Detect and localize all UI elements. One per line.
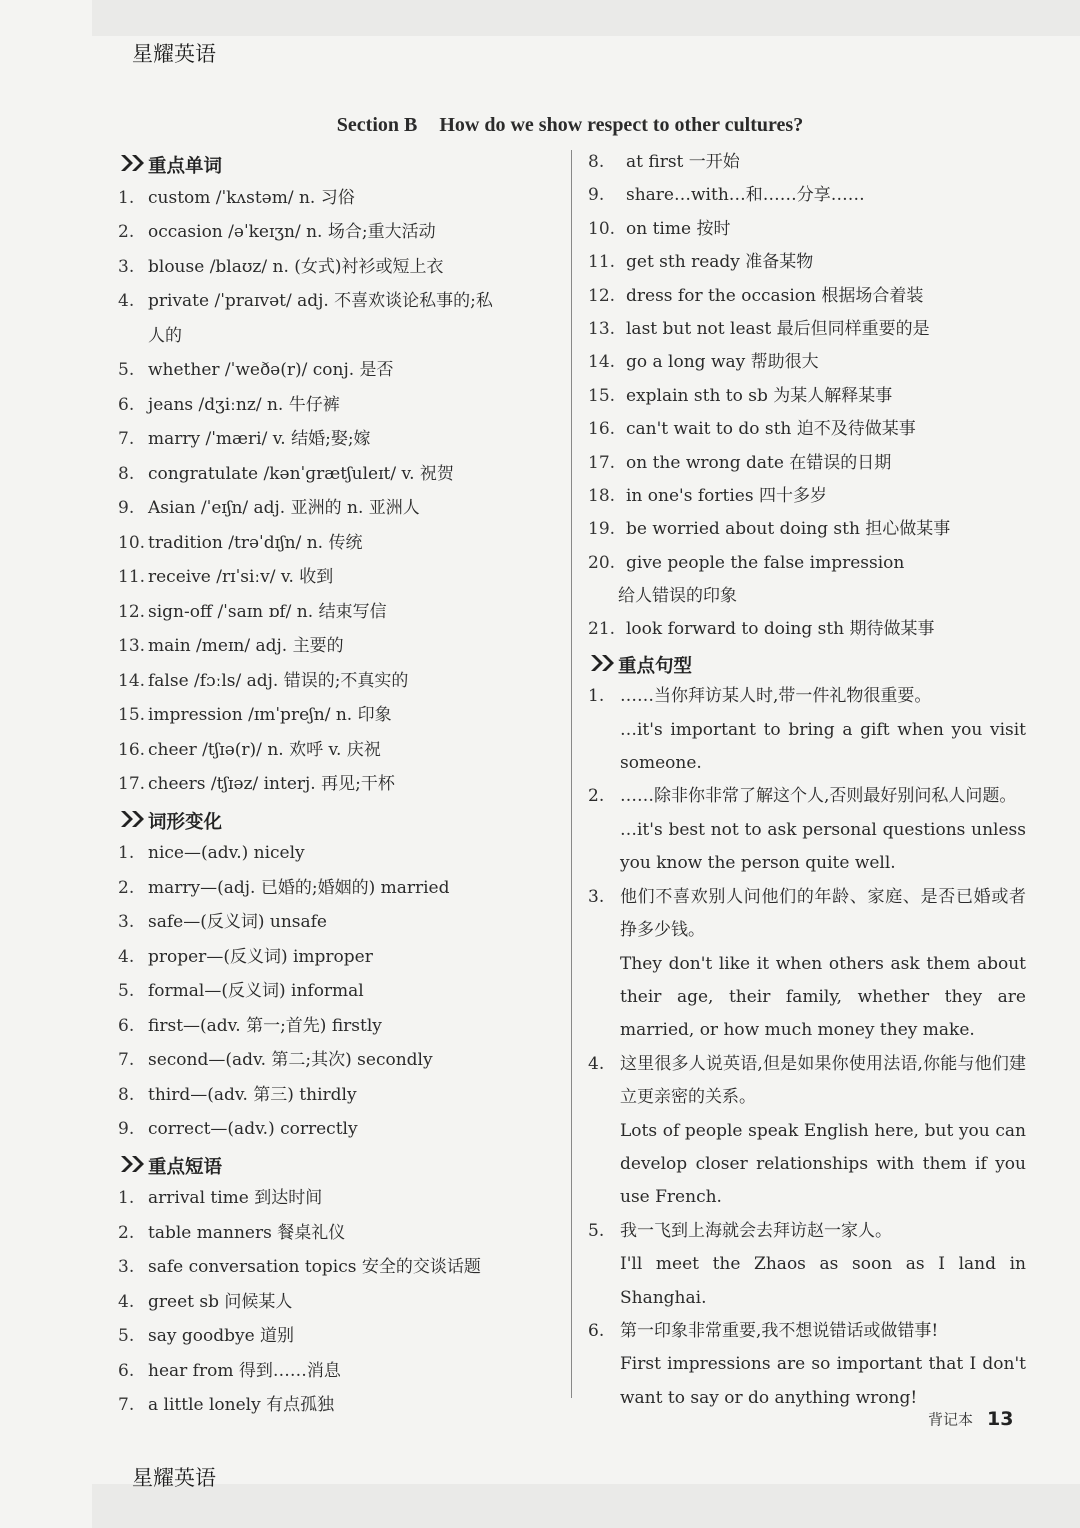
phrase-item xyxy=(118,1250,558,1285)
item-text: private /ˈpraɪvət/ adj. 不喜欢谈论私事的;私 xyxy=(148,291,493,311)
item-number: 7. xyxy=(118,429,135,449)
word-item xyxy=(118,767,558,802)
left-column xyxy=(118,146,558,1423)
item-text: custom /ˈkʌstəm/ n. 习俗 xyxy=(148,187,355,208)
item-number: 14. xyxy=(588,352,616,373)
word-item xyxy=(118,491,558,526)
item-text: receive /rɪˈsiːv/ v. 收到 xyxy=(148,567,334,587)
item-number: 8. xyxy=(118,463,135,484)
top-scan-band xyxy=(92,0,1080,36)
item-number: 7. xyxy=(118,1395,135,1415)
item-text: on time 按时 xyxy=(626,218,731,239)
item-text: can't wait to do sth 迫不及待做某事 xyxy=(626,419,916,440)
word-item xyxy=(118,215,558,250)
sentence-chinese: 这里很多人说英语,但是如果你使用法语,你能与他们建立更亲密的关系。 xyxy=(620,1053,1026,1108)
word-item xyxy=(118,698,558,733)
double-chevron-icon xyxy=(120,146,148,172)
item-text: first—(adv. 第一;首先) firstly xyxy=(148,1015,382,1036)
double-chevron-icon xyxy=(120,802,148,828)
item-text: marry—(adj. 已婚的;婚姻的) married xyxy=(148,877,450,898)
item-number: 1. xyxy=(118,1188,135,1208)
item-number: 11. xyxy=(588,252,616,273)
item-text: cheer /tʃɪə(r)/ n. 欢呼 v. 庆祝 xyxy=(148,739,381,760)
phrase-item xyxy=(118,1319,558,1354)
phrase-item xyxy=(588,179,1028,212)
section-label: Section B xyxy=(336,114,418,136)
item-text: main /meɪn/ adj. 主要的 xyxy=(148,636,344,656)
phrases-list-right xyxy=(588,146,1028,647)
item-number: 8. xyxy=(588,152,605,172)
word-item xyxy=(118,388,558,423)
item-number: 9. xyxy=(588,185,605,206)
phrase-item xyxy=(588,513,1028,546)
item-number: 2. xyxy=(118,222,135,242)
item-text: correct—(adv.) correctly xyxy=(148,1119,358,1139)
word-form-item xyxy=(118,1009,558,1044)
double-chevron-icon xyxy=(120,1147,148,1173)
item-number: 13. xyxy=(118,636,146,656)
words-heading: 重点单词 xyxy=(118,146,558,181)
item-text: in one's forties 四十多岁 xyxy=(626,485,827,506)
item-number: 13. xyxy=(588,318,616,339)
item-text: say goodbye 道别 xyxy=(148,1326,295,1346)
item-number: 11. xyxy=(118,567,146,587)
item-text: second—(adv. 第二;其次) secondly xyxy=(148,1050,433,1070)
item-number: 3. xyxy=(588,886,605,907)
item-number: 20. xyxy=(588,552,616,573)
right-column xyxy=(588,146,1028,1415)
sentence-chinese: 他们不喜欢别人问他们的年龄、家庭、是否已婚或者挣多少钱。 xyxy=(620,886,1026,941)
item-number: 15. xyxy=(118,705,146,725)
item-text: hear from 得到……消息 xyxy=(148,1360,341,1381)
word-item xyxy=(118,733,558,768)
item-text: table manners 餐桌礼仪 xyxy=(148,1222,346,1243)
phrase-item xyxy=(118,1181,558,1216)
word-form-item xyxy=(118,940,558,975)
watermark-top: 星耀英语 xyxy=(132,42,216,66)
item-number: 5. xyxy=(588,1220,605,1241)
sentence-english: They don't like it when others ask them about their age, their family, whether they are married, or how much money they make. xyxy=(620,953,1026,1041)
item-number: 18. xyxy=(588,485,616,506)
word-form-item xyxy=(118,1078,558,1113)
item-number: 6. xyxy=(118,1360,135,1381)
sentence-chinese: 第一印象非常重要,我不想说错话或做错事! xyxy=(620,1320,939,1341)
word-item xyxy=(118,181,558,216)
word-item xyxy=(118,422,558,457)
item-text: proper—(反义词) improper xyxy=(148,946,373,967)
item-text: safe conversation topics 安全的交谈话题 xyxy=(148,1257,481,1277)
word-form-item xyxy=(118,1112,558,1147)
item-number: 7. xyxy=(118,1050,135,1070)
word-form-item xyxy=(118,905,558,940)
page-number: 13 xyxy=(987,1408,1014,1430)
sentences-heading: 重点句型 xyxy=(588,647,1028,680)
item-text: blouse /blaʊz/ n. (女式)衬衫或短上衣 xyxy=(148,256,444,277)
phrase-item xyxy=(588,280,1028,313)
item-number: 6. xyxy=(118,1015,135,1036)
item-text: congratulate /kənˈɡrætʃuleɪt/ v. 祝贺 xyxy=(148,463,454,484)
phrase-item xyxy=(588,447,1028,480)
sentence-item xyxy=(588,1215,1028,1315)
item-text: tradition /trəˈdɪʃn/ n. 传统 xyxy=(148,532,363,553)
item-text: explain sth to sb 为某人解释某事 xyxy=(626,385,893,406)
bottom-scan-band xyxy=(92,1484,1080,1528)
item-text: occasion /əˈkeɪʒn/ n. 场合;重大活动 xyxy=(148,222,436,242)
word-form-item xyxy=(118,974,558,1009)
item-number: 12. xyxy=(118,601,146,622)
item-text: nice—(adv.) nicely xyxy=(148,843,305,863)
watermark-bottom: 星耀英语 xyxy=(132,1466,216,1490)
item-text: cheers /tʃɪəz/ interj. 再见;干杯 xyxy=(148,774,395,794)
phrase-item xyxy=(588,380,1028,413)
item-text: go a long way 帮助很大 xyxy=(626,352,819,373)
item-text: Asian /ˈeɪʃn/ adj. 亚洲的 n. 亚洲人 xyxy=(148,498,420,518)
item-text: last but not least 最后但同样重要的是 xyxy=(626,318,930,339)
forms-list xyxy=(118,836,558,1147)
sentence-chinese: 我一飞到上海就会去拜访赵一家人。 xyxy=(620,1220,892,1241)
item-number: 6. xyxy=(588,1320,605,1341)
item-text: arrival time 到达时间 xyxy=(148,1188,323,1208)
phrase-item xyxy=(118,1388,558,1423)
item-number: 5. xyxy=(118,1326,135,1346)
item-number: 4. xyxy=(118,291,135,311)
item-number: 6. xyxy=(118,394,135,415)
phrases-heading: 重点短语 xyxy=(118,1147,558,1182)
item-text: a little lonely 有点孤独 xyxy=(148,1395,335,1415)
page-footer xyxy=(928,1408,1013,1430)
item-number: 4. xyxy=(118,1291,135,1312)
phrase-item xyxy=(588,213,1028,246)
item-text: third—(adv. 第三) thirdly xyxy=(148,1084,357,1105)
phrase-item xyxy=(118,1354,558,1389)
sentence-item xyxy=(588,881,1028,1048)
word-item xyxy=(118,526,558,561)
sentence-item xyxy=(588,1048,1028,1215)
item-number: 8. xyxy=(118,1084,135,1105)
item-number: 12. xyxy=(588,285,616,306)
item-text: sign-off /ˈsaɪn ɒf/ n. 结束写信 xyxy=(148,601,387,622)
phrase-item xyxy=(588,480,1028,513)
item-continuation: 人的 xyxy=(148,325,182,346)
item-number: 10. xyxy=(588,218,616,239)
word-item xyxy=(118,284,558,319)
item-number: 17. xyxy=(588,452,616,473)
sentence-english: First impressions are so important that I don't want to say or do anything wrong! xyxy=(620,1354,1026,1408)
word-item xyxy=(118,353,558,388)
word-item xyxy=(118,457,558,492)
phrase-item xyxy=(588,547,1028,580)
item-number: 1. xyxy=(118,187,135,208)
sentence-item xyxy=(588,1315,1028,1415)
item-number: 15. xyxy=(588,385,616,406)
word-form-item xyxy=(118,1043,558,1078)
phrase-item xyxy=(588,613,1028,646)
item-text: be worried about doing sth 担心做某事 xyxy=(626,519,951,540)
word-item xyxy=(118,629,558,664)
item-text: marry /ˈmæri/ v. 结婚;娶;嫁 xyxy=(148,429,371,449)
book-label: 背记本 xyxy=(928,1410,974,1429)
item-number: 2. xyxy=(588,786,605,807)
sentence-english: Lots of people speak English here, but you can develop closer relationships with them if you use French. xyxy=(620,1120,1026,1208)
item-text: give people the false impression xyxy=(626,552,905,573)
item-text: dress for the occasion 根据场合着装 xyxy=(626,285,924,306)
item-number: 9. xyxy=(118,1119,135,1139)
sentence-item xyxy=(588,680,1028,780)
word-item xyxy=(118,250,558,285)
item-number: 2. xyxy=(118,877,135,898)
item-number: 21. xyxy=(588,619,616,640)
item-number: 16. xyxy=(588,419,616,440)
item-continuation: 给人错误的印象 xyxy=(618,586,737,607)
item-number: 16. xyxy=(118,739,146,760)
item-number: 10. xyxy=(118,532,146,553)
sentence-english: I'll meet the Zhaos as soon as I land in Shanghai. xyxy=(620,1254,1026,1308)
item-number: 3. xyxy=(118,912,135,932)
sentences-list xyxy=(588,680,1028,1415)
sentence-item xyxy=(588,780,1028,880)
word-form-item xyxy=(118,836,558,871)
item-number: 5. xyxy=(118,981,135,1001)
item-text: look forward to doing sth 期待做某事 xyxy=(626,619,935,640)
item-text: impression /ɪmˈpreʃn/ n. 印象 xyxy=(148,705,392,725)
item-number: 9. xyxy=(118,498,135,518)
item-number: 4. xyxy=(588,1053,605,1074)
sentence-english: …it's important to bring a gift when you visit someone. xyxy=(620,719,1026,774)
word-item xyxy=(118,560,558,595)
item-text: safe—(反义词) unsafe xyxy=(148,912,327,932)
sentence-english: …it's best not to ask personal questions unless you know the person quite well. xyxy=(620,819,1026,874)
words-list xyxy=(118,181,558,802)
phrase-item xyxy=(588,346,1028,379)
phrase-item xyxy=(118,1285,558,1320)
item-text: false /fɔːls/ adj. 错误的;不真实的 xyxy=(148,670,409,691)
item-text: get sth ready 准备某物 xyxy=(626,252,814,273)
item-number: 17. xyxy=(118,774,146,794)
item-text: jeans /dʒiːnz/ n. 牛仔裤 xyxy=(148,394,340,415)
item-number: 4. xyxy=(118,946,135,967)
sentence-chinese: ……除非你非常了解这个人,否则最好别问私人问题。 xyxy=(620,786,1017,807)
page-title xyxy=(0,114,1080,137)
item-number: 3. xyxy=(118,256,135,277)
sentence-chinese: ……当你拜访某人时,带一件礼物很重要。 xyxy=(620,686,932,707)
item-text: at first 一开始 xyxy=(626,152,740,172)
column-divider xyxy=(571,150,572,1398)
phrase-item xyxy=(118,1216,558,1251)
phrase-item xyxy=(588,413,1028,446)
phrase-item xyxy=(588,313,1028,346)
item-text: greet sb 问候某人 xyxy=(148,1291,293,1312)
item-number: 2. xyxy=(118,1222,135,1243)
item-text: on the wrong date 在错误的日期 xyxy=(626,452,892,473)
item-number: 19. xyxy=(588,519,616,540)
double-chevron-icon xyxy=(590,647,618,672)
item-number: 5. xyxy=(118,360,135,380)
item-text: formal—(反义词) informal xyxy=(148,981,364,1001)
phrases-list-left xyxy=(118,1181,558,1423)
word-item xyxy=(118,664,558,699)
item-text: share…with…和……分享…… xyxy=(626,185,865,206)
phrase-item xyxy=(588,246,1028,279)
item-number: 1. xyxy=(118,843,135,863)
forms-heading: 词形变化 xyxy=(118,802,558,837)
item-number: 3. xyxy=(118,1257,135,1277)
section-question: How do we show respect to other cultures? xyxy=(439,114,804,136)
item-number: 1. xyxy=(588,686,605,707)
word-item xyxy=(118,595,558,630)
word-form-item xyxy=(118,871,558,906)
item-number: 14. xyxy=(118,670,146,691)
item-text: whether /ˈweðə(r)/ conj. 是否 xyxy=(148,360,394,380)
phrase-item xyxy=(588,146,1028,179)
